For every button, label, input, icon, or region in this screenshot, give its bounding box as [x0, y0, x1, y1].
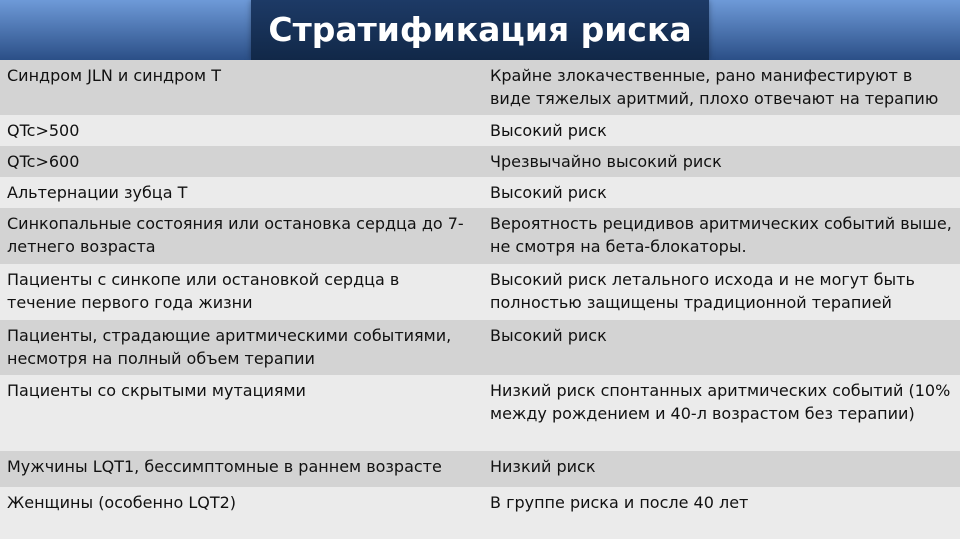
table-row — [0, 320, 960, 375]
risk-cell: Высокий риск — [478, 177, 960, 208]
title-box — [251, 0, 709, 60]
condition-cell: Синдром JLN и синдром Т — [0, 60, 478, 115]
risk-cell: Высокий риск — [478, 115, 960, 146]
table-row — [0, 487, 960, 539]
table-row — [0, 264, 960, 320]
table-row — [0, 146, 960, 177]
risk-cell: В группе риска и после 40 лет — [478, 487, 960, 539]
risk-stratification-table — [0, 60, 960, 539]
condition-cell: Синкопальные состояния или остановка сердца до 7-летнего возраста — [0, 208, 478, 264]
condition-cell: Пациенты, страдающие аритмическими событиями, несмотря на полный объем терапии — [0, 320, 478, 375]
condition-cell: Пациенты со скрытыми мутациями — [0, 375, 478, 451]
slide-title: Стратификация риска — [268, 10, 692, 49]
risk-cell: Высокий риск летального исхода и не могут быть полностью защищены традиционной терапией — [478, 264, 960, 320]
condition-cell: Мужчины LQT1, бессимптомные в раннем возрасте — [0, 451, 478, 487]
table-row — [0, 177, 960, 208]
table-row — [0, 451, 960, 487]
condition-cell: Альтернации зубца Т — [0, 177, 478, 208]
risk-cell: Крайне злокачественные, рано манифестируют в виде тяжелых аритмий, плохо отвечают на терапию — [478, 60, 960, 115]
risk-cell: Низкий риск — [478, 451, 960, 487]
table-row — [0, 115, 960, 146]
table-row — [0, 375, 960, 451]
condition-cell: Пациенты с синкопе или остановкой сердца в течение первого года жизни — [0, 264, 478, 320]
condition-cell: QTc>600 — [0, 146, 478, 177]
risk-cell: Вероятность рецидивов аритмических событий выше, не смотря на бета-блокаторы. — [478, 208, 960, 264]
condition-cell: QTc>500 — [0, 115, 478, 146]
risk-cell: Чрезвычайно высокий риск — [478, 146, 960, 177]
table-row — [0, 208, 960, 264]
condition-cell: Женщины (особенно LQT2) — [0, 487, 478, 539]
risk-cell: Высокий риск — [478, 320, 960, 375]
table-row — [0, 60, 960, 115]
risk-cell: Низкий риск спонтанных аритмических событий (10% между рождением и 40-л возрастом без терапии) — [478, 375, 960, 451]
